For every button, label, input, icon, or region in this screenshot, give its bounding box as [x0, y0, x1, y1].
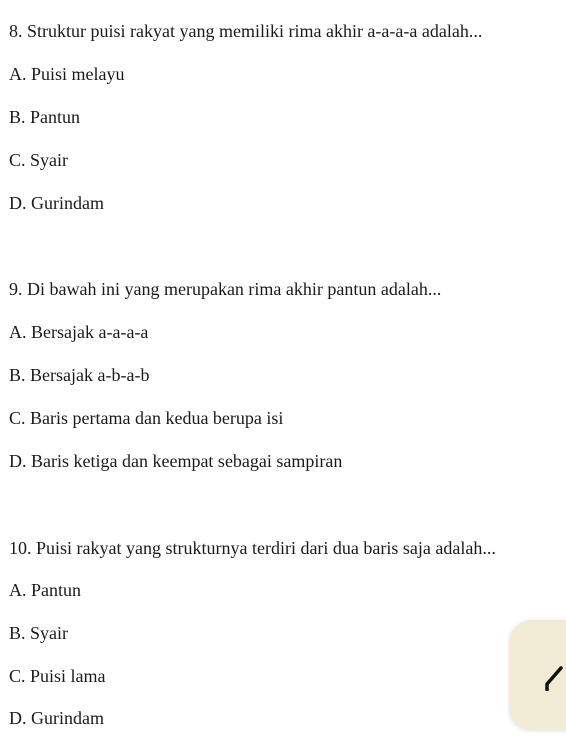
question-9-text: 9. Di bawah ini yang merupakan rima akhir pantun adalah... — [9, 279, 442, 299]
edit-button[interactable] — [510, 620, 566, 730]
question-9-option-a: A. Bersajak a-a-a-a — [9, 322, 149, 342]
question-8-option-c: C. Syair — [9, 150, 69, 170]
question-9-option-b: B. Bersajak a-b-a-b — [9, 365, 150, 385]
question-9-option-d: D. Baris ketiga dan keempat sebagai sampiran — [9, 451, 343, 471]
question-10-text: 10. Puisi rakyat yang strukturnya terdiri dari dua baris saja adalah... — [9, 538, 496, 558]
question-10-option-a: A. Pantun — [9, 580, 81, 600]
question-8-option-d: D. Gurindam — [9, 193, 104, 213]
pencil-icon — [544, 665, 566, 691]
question-8-option-b: B. Pantun — [9, 107, 81, 127]
question-10-option-d: D. Gurindam — [9, 708, 104, 728]
question-10-option-b: B. Syair — [9, 623, 69, 643]
question-8-text: 8. Struktur puisi rakyat yang memiliki rima akhir a-a-a-a adalah... — [9, 21, 483, 41]
question-10-option-c: C. Puisi lama — [9, 666, 106, 686]
question-9-option-c: C. Baris pertama dan kedua berupa isi — [9, 408, 284, 428]
question-8-option-a: A. Puisi melayu — [9, 64, 125, 84]
